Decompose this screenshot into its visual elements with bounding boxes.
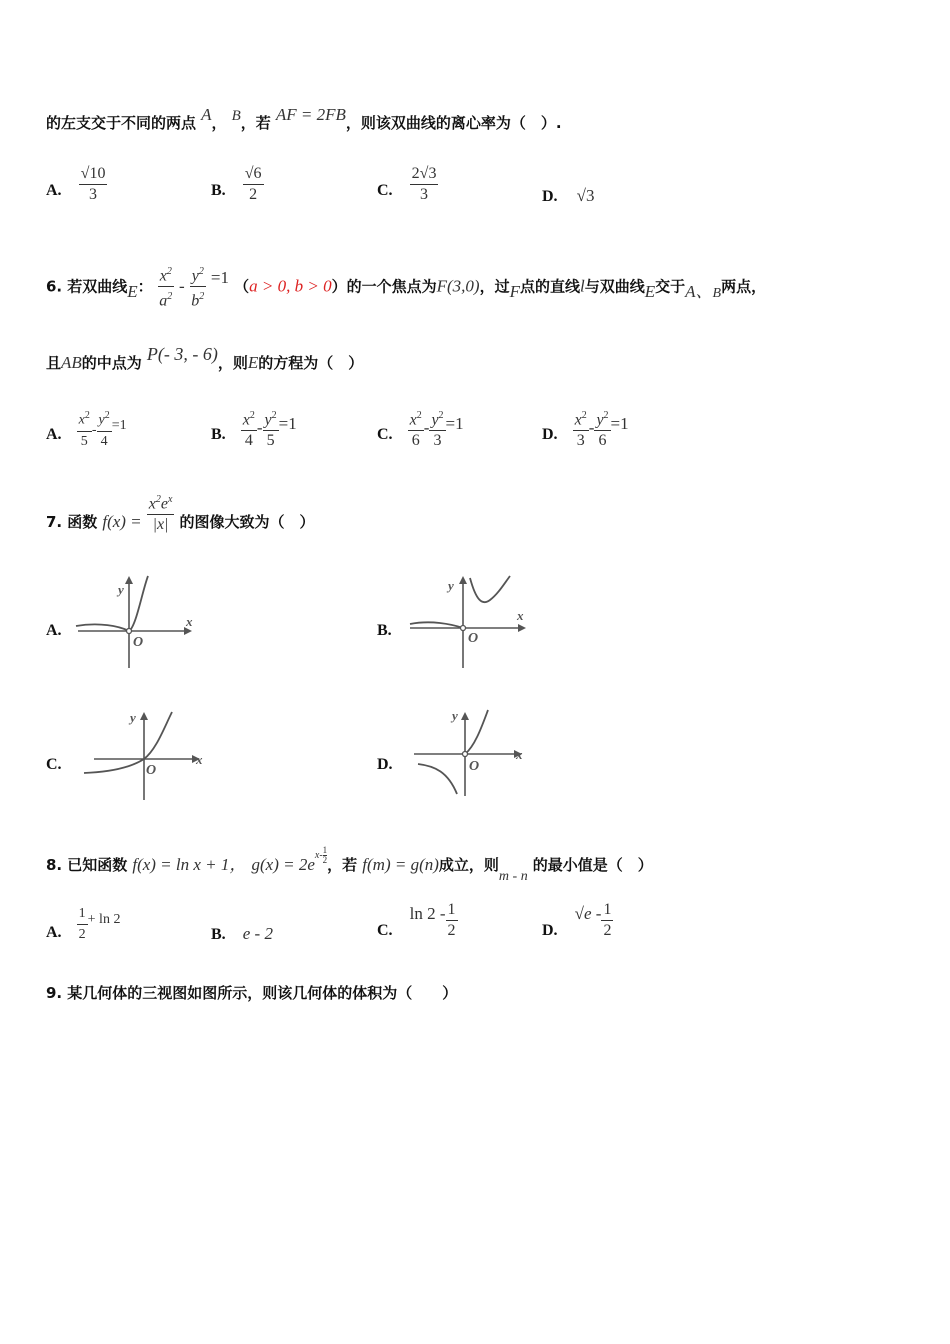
hole-point (461, 626, 466, 631)
question-number: 7. (46, 513, 63, 532)
q7-option-c-label[interactable]: C. (46, 756, 62, 773)
q6-point-a: A、 (685, 282, 713, 302)
fraction: $\frac{x^2}{5}$ (77, 406, 92, 452)
option-label: D. (542, 426, 558, 444)
q6-segment-ab: AB (61, 353, 82, 372)
option-expr: √3 (576, 186, 595, 205)
y-label: y (452, 708, 458, 723)
arrow-right-icon (518, 624, 526, 632)
q5-text-b: ，则该双曲线的离心率为（ ）. (345, 114, 562, 132)
option-label: B. (211, 426, 226, 444)
q6-text: 两点， (721, 277, 767, 296)
question-number: 8. (46, 856, 63, 874)
q6-text: 若双曲线 (67, 277, 128, 296)
fraction (79, 164, 108, 205)
q8-text: 已知函数 (67, 856, 128, 874)
fraction (410, 164, 439, 205)
q8-option-c[interactable] (377, 900, 458, 941)
arrow-up-icon (461, 712, 469, 720)
curve-right (470, 576, 510, 602)
denominator: 4 (100, 433, 108, 449)
q7-function: f(x) = (102, 512, 142, 532)
q8-expression: m - n (498, 869, 528, 884)
arrow-up-icon (459, 576, 467, 584)
q5-option-d[interactable] (542, 186, 595, 206)
option-label: A. (46, 426, 62, 444)
option-label: C. (377, 922, 393, 939)
q6-option-b[interactable]: B. $\frac{x^2}{4}$ - $\frac{y^2}{5}$ =1 (211, 406, 297, 451)
q8-option-a[interactable] (46, 904, 120, 945)
q6-line1: 6. 若双曲线E： $\frac{x^2}{a^2}$ - $\frac{y^2}{b^2}$ =1 （a > 0, b > 0）的一个焦点为F(3,0)，过F点的直线l与双曲线E交于A、B两点， (46, 262, 766, 312)
hole-point (463, 752, 468, 757)
hole-point (127, 629, 132, 634)
q6-midpoint: P(- 3, - 6) (146, 344, 218, 364)
q6-text: 与双曲线 (584, 277, 645, 296)
q6-text: 的中点为 (81, 354, 142, 372)
q5-point-a: A (201, 105, 212, 124)
curve-left (410, 622, 463, 628)
curve-left (418, 764, 457, 794)
q8-function-f: f(x) = ln x + 1， (132, 855, 247, 874)
q6-curve-e: E (247, 353, 259, 372)
q6-text: ： (137, 277, 153, 296)
q6-point-b: B (712, 286, 722, 302)
option-head: ln 2 - (409, 904, 446, 923)
option-label: D. (542, 922, 558, 939)
option-expr: e - 2 (242, 924, 273, 943)
q8-text: ，若 (327, 856, 358, 874)
q8-option-b[interactable] (211, 924, 273, 944)
q6-curve-e: E (644, 282, 656, 302)
denominator: 6 (598, 432, 607, 450)
q6-focus-f: F (509, 282, 520, 302)
x-label: x (516, 747, 523, 762)
q7-fraction: $\frac{x^2e^x}{|x|}$ (147, 490, 175, 535)
q5-option-b[interactable] (211, 164, 264, 205)
q6-option-d[interactable]: D. $\frac{x^2}{3}$ - $\frac{y^2}{6}$ =1 (542, 406, 629, 451)
fraction: $\frac{y^2}{6}$ (594, 406, 610, 451)
denominator: 5 (266, 432, 275, 450)
denominator: 3 (433, 432, 442, 450)
q7-text: 的图像大致为（ ） (179, 513, 315, 532)
q5-option-c[interactable] (377, 164, 438, 205)
option-label: C. (377, 426, 393, 444)
denominator: |x| (152, 516, 169, 534)
q6-text: ，过 (479, 277, 510, 296)
q5-line (46, 105, 562, 133)
q6-text: 且 (46, 354, 62, 372)
option-tail: + ln 2 (87, 912, 121, 927)
origin-label: O (133, 635, 144, 650)
fraction-x2-a2: $\frac{x^2}{a^2}$ (158, 262, 174, 312)
q7-graph-a[interactable] (74, 572, 194, 672)
q6-line-l: l (580, 276, 585, 296)
fraction: $\frac{y^2}{4}$ (97, 406, 112, 452)
q8-equation: f(m) = g(n) (362, 855, 439, 874)
q6-text: 交于 (655, 277, 686, 296)
q5-condition: AF = 2FB (275, 105, 346, 124)
q6-text: 的方程为（ ） (258, 354, 364, 372)
x-label: x (186, 614, 193, 629)
x-label: x (196, 752, 203, 767)
fraction: $\frac{x^2}{6}$ (408, 406, 424, 451)
q5-sep2: ，若 (240, 114, 271, 132)
denominator: 3 (89, 186, 98, 203)
q8-text: 的最小值是（ ） (532, 856, 653, 874)
q7-line (46, 490, 315, 535)
q8-function-g: g(x) = 2e (251, 855, 315, 874)
q5-text-a: 的左支交于不同的两点 (46, 114, 197, 132)
fraction: $\frac{x^2}{3}$ (573, 406, 589, 451)
option-label: C. (377, 182, 393, 199)
numerator: √6 (243, 164, 264, 185)
q6-text: ，则 (217, 354, 248, 372)
curve (84, 712, 172, 773)
numerator: √10 (79, 164, 108, 185)
q7-graph-c[interactable] (80, 706, 210, 802)
q6-option-c[interactable]: C. $\frac{x^2}{6}$ - $\frac{y^2}{3}$ =1 (377, 406, 464, 451)
origin-label: O (146, 763, 157, 778)
curve (76, 576, 148, 631)
denominator: 6 (411, 432, 420, 450)
denominator: 2 (249, 186, 258, 203)
option-label: B. (211, 926, 226, 943)
fraction-half: $\frac{1}{2}$ (603, 901, 612, 939)
q5-sep: ， (211, 114, 227, 132)
q6-text: 点的直线 (519, 277, 580, 296)
option-label: A. (46, 924, 62, 941)
q8-option-d[interactable] (542, 900, 613, 941)
q9-text: 某几何体的三视图如图所示，则该几何体的体积为（ ） (67, 984, 458, 1002)
q6-curve-e: E (127, 282, 138, 302)
question-number: 9. (46, 984, 63, 1002)
q5-option-a[interactable] (46, 164, 107, 205)
q8-line: 8. 已知函数 f(x) = ln x + 1， $g(x) = 2e^{x- \frac{1}{2}}$ ，若 f(m) = g(n)成立，则m - n 的最小值是（ ） (46, 844, 653, 884)
curve-right (465, 710, 488, 754)
q7-option-d-label[interactable]: D. (377, 756, 393, 773)
denominator: 4 (244, 432, 253, 450)
fraction-y2-b2: $\frac{y^2}{b^2}$ (190, 262, 206, 312)
fraction (243, 164, 264, 205)
arrow-up-icon (125, 576, 133, 584)
q7-option-b-label[interactable]: B. (377, 622, 392, 639)
option-head: √e - (574, 904, 602, 923)
q5-point-b: B (231, 108, 241, 124)
y-label: y (118, 582, 124, 597)
q6-option-a[interactable]: A. $\frac{x^2}{5}$ - $\frac{y^2}{4}$ =1 (46, 406, 127, 452)
q9-line (46, 982, 457, 1003)
q7-graph-b[interactable] (406, 572, 530, 672)
numerator: 2√3 (410, 164, 439, 185)
arrow-up-icon (140, 712, 148, 720)
option-label: D. (542, 188, 558, 205)
fraction: $\frac{x^2}{4}$ (241, 406, 257, 451)
y-label: y (448, 578, 454, 593)
q7-text: 函数 (67, 513, 98, 532)
q6-focus: F(3,0) (436, 276, 480, 296)
q6-line2 (46, 344, 364, 373)
fraction-half: $\frac{1}{2}$ (447, 901, 456, 939)
q8-text: 成立，则 (438, 856, 499, 874)
denominator: 5 (80, 433, 88, 449)
question-number: 6. (46, 277, 63, 296)
q6-condition: a > 0, b > 0 (249, 276, 332, 296)
q7-graph-d[interactable] (410, 706, 532, 798)
origin-label: O (468, 631, 479, 646)
q7-option-a-label[interactable]: A. (46, 622, 62, 639)
x-label: x (517, 608, 524, 623)
option-label: A. (46, 182, 62, 199)
q6-text: 的一个焦点为 (346, 277, 437, 296)
denominator: 3 (576, 432, 585, 450)
origin-label: O (469, 759, 480, 774)
fraction-half: $\frac{1}{2}$ (78, 906, 86, 942)
fraction: $\frac{y^2}{5}$ (263, 406, 279, 451)
denominator: 3 (420, 186, 429, 203)
fraction: $\frac{y^2}{3}$ (429, 406, 445, 451)
option-label: B. (211, 182, 226, 199)
y-label: y (130, 710, 136, 725)
